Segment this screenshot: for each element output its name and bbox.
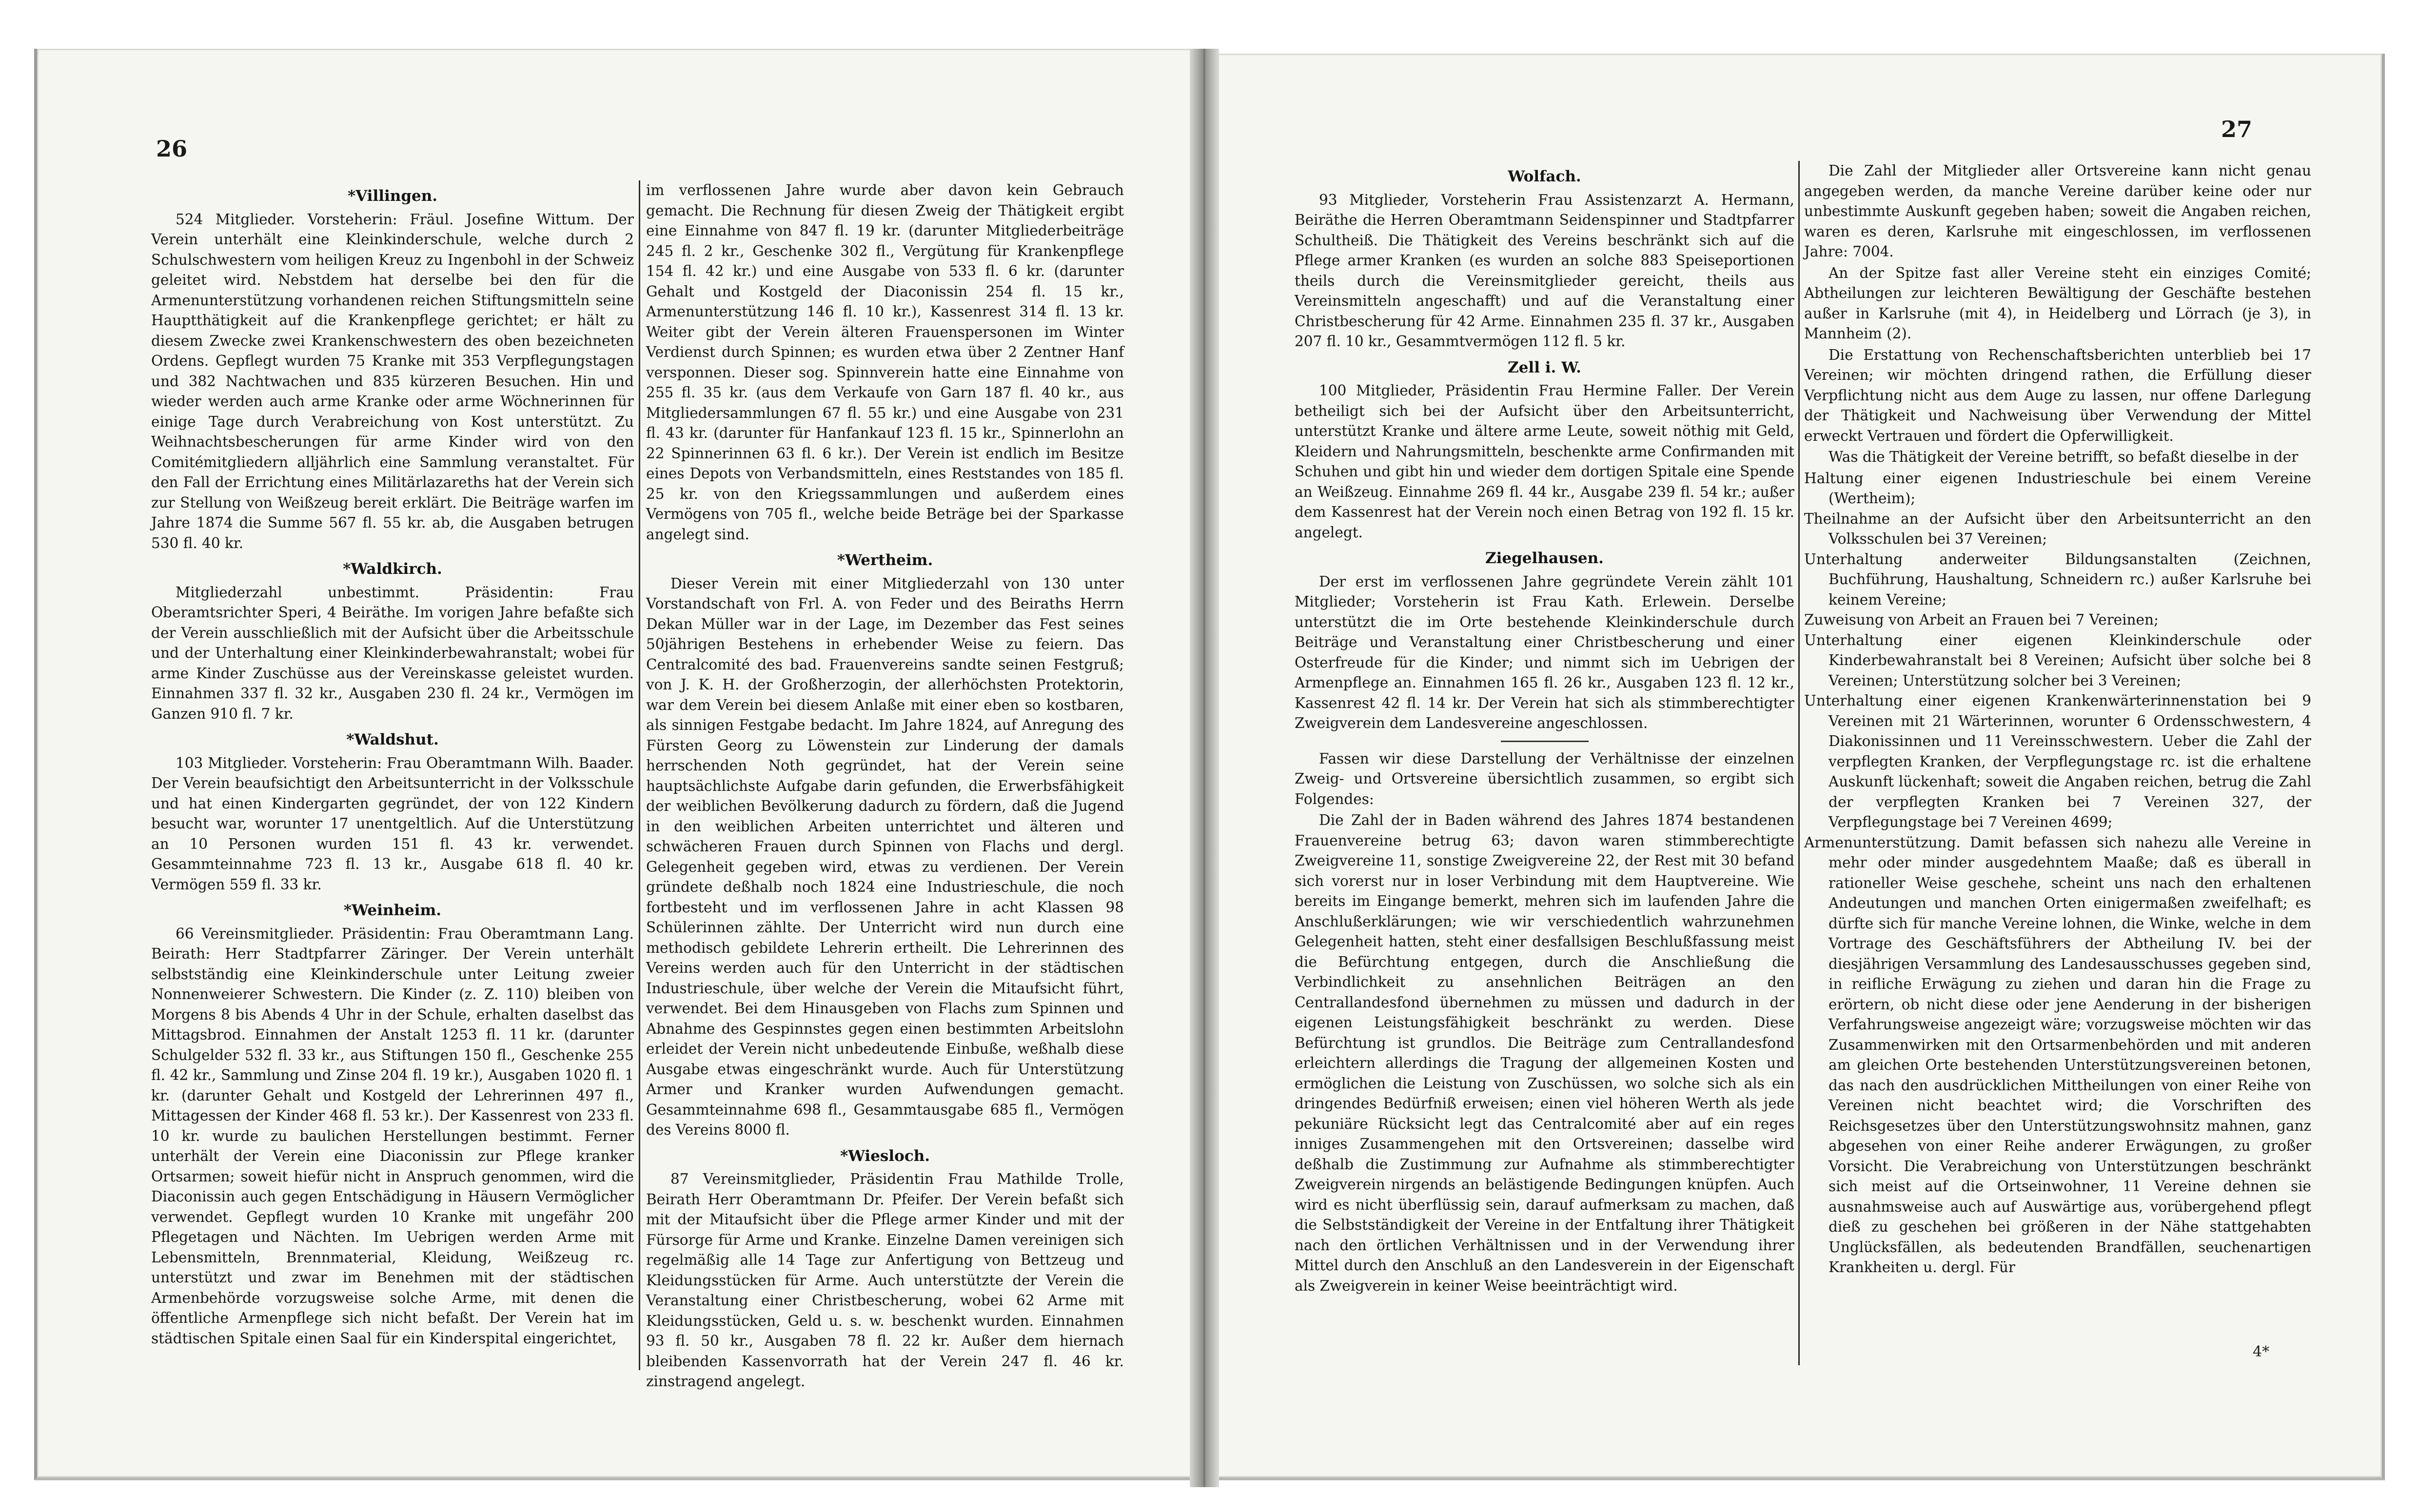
section-heading: *Waldshut. bbox=[346, 731, 439, 748]
list-item: Unterhaltung einer eigenen Krankenwärterinnenstation bei 9 Vereinen mit 21 Wärterinnen, worunter 6 Ordensschwestern, 4 Diakonissinnen und 11 Vereinsschwestern. Ueber die Zahl der verpflegten Kranken, der Verpflegungstage rc. ist die erhaltene Auskunft lückenhaft; soweit die Angaben reichen, betrug die Zahl der verpflegten Kranken bei 7 Vereinen 327, der Verpflegungstage bei 7 Vereinen 4699; bbox=[1804, 692, 2311, 830]
paragraph: Fassen wir diese Darstellung der Verhältnisse der einzelnen Zweig- und Ortsvereine übersichtlich zusammen, so ergibt sich Folgendes: bbox=[1295, 750, 1794, 807]
paragraph: Die Zahl der Mitglieder aller Ortsvereine kann nicht genau angegeben werden, da manche Vereine darüber keine oder nur unbestimmte Auskunft gegeben haben; soweit die Angaben reichen, waren es deren, Karlsruhe mit eingeschlossen, im verflossenen Jahre: 7004. bbox=[1804, 162, 2311, 260]
section-heading: Wolfach. bbox=[1508, 168, 1581, 185]
page-number-right: 27 bbox=[2221, 116, 2253, 142]
list-item: Armenunterstützung. Damit befassen sich nahezu alle Vereine in mehr oder minder ausgedehntem Maaße; daß es überall in rationeller Weise geschehe, scheint uns nach den erhaltenen Andeutungen und manchen Orten einigermaßen zweifelhaft; es dürfte sich für manche Vereine lohnen, die Winke, welche in dem Vortrage des Geschäftsführers der Abtheilung IV. bei der diesjährigen Versammlung des Landesausschusses gegeben sind, in reifliche Erwägung zu ziehen und daran hin die Frage zu erörtern, ob nicht diese oder jene Aenderung in der bisherigen Verfahrungsweise angezeigt wäre; vorzugsweise möchten wir das Zusammenwirken mit den Ortsarmenbehörden und mit anderen am gleichen Orte bestehenden Unterstützungsvereinen betonen, das nach den ausdrücklichen Mittheilungen von einer Reihe von Vereinen nicht beachtet wird; die Vorschriften des Reichsgesetzes über den Unterstützungswohnsitz mahnen, ganz abgesehen von einer Reihe anderer Erwägungen, zu großer Vorsicht. Die Verabreichung von Unterstützungen beschränkt sich meist auf die Ortseinwohner, 11 Vereine dehnen sie ausnahmsweise auch auf Auswärtige aus, vorübergehend pflegt dieß zu geschehen bei größeren in der Nähe stattgehabten Unglücksfällen, als bedeutenden Brandfällen, seuchenartigen Krankheiten u. dergl. Für bbox=[1804, 834, 2311, 1276]
paragraph: 524 Mitglieder. Vorsteherin: Fräul. Josefine Wittum. Der Verein unterhält eine Kleinkinderschule, welche durch 2 Schulschwestern vom heiligen Kreuz zu Ingenbohl in der Schweiz geleitet wird. Nebstdem hat derselbe bei den für die Armenunterstützung vorhandenen reichen Stiftungsmitteln seine Hauptthätigkeit auf die Krankenpflege gerichtet; er hält zu diesem Zwecke zwei Krankenschwestern des oben bezeichneten Ordens. Gepflegt wurden 75 Kranke mit 353 Verpflegungstagen und 382 Nachtwachen und 835 kürzeren Besuchen. Hin und wieder werden auch arme Kranke oder arme Wöchnerinnen für einige Tage durch Verabreichung von Kost unterstützt. Zu Weihnachtsbescherungen für arme Kinder wird von den Comitémitgliedern alljährlich eine Sammlung veranstaltet. Für den Fall der Errichtung eines Militärlazareths hat der Verein sich zur Stellung von Weißzeug bereit erklärt. Die Beiträge warfen im Jahre 1874 die Summe 567 fl. 55 kr. ab, die Ausgaben betrugen 530 fl. 40 kr. bbox=[151, 211, 634, 551]
text-column-2 bbox=[646, 180, 1124, 1390]
section-heading: *Wiesloch. bbox=[840, 1147, 930, 1165]
list-item: Zuweisung von Arbeit an Frauen bei 7 Vereinen; bbox=[1804, 611, 2159, 628]
list-item: Unterhaltung einer eigenen Kleinkinderschule oder Kinderbewahranstalt bei 8 Vereinen; Aufsicht über solche bei 8 Vereinen; Unterstützung solcher bei 3 Vereinen; bbox=[1804, 631, 2311, 689]
activity-list bbox=[1804, 469, 2311, 1278]
section-heading: *Waldkirch. bbox=[343, 560, 442, 578]
signature-mark: 4* bbox=[2253, 1343, 2270, 1360]
paragraph: 103 Mitglieder. Vorsteherin: Frau Oberamtmann Wilh. Baader. Der Verein beaufsichtigt den Arbeitsunterricht in der Volksschule und hat einen Kindergarten gegründet, der von 122 Kindern besucht war, worunter 17 unentgeltlich. Auf die Unterstützung an 10 Personen wurden 151 fl. 43 kr. verwendet. Gesammteinnahme 723 fl. 13 kr., Ausgabe 618 fl. 40 kr. Vermögen 559 fl. 33 kr. bbox=[151, 754, 634, 893]
text-column-4 bbox=[1804, 161, 2311, 1351]
section-heading: *Villingen. bbox=[347, 187, 438, 205]
paragraph: Der erst im verflossenen Jahre gegründete Verein zählt 101 Mitglieder; Vorsteherin ist Frau Kath. Erlewein. Derselbe unterstützt die im Orte bestehende Kleinkinderschule durch Beiträge und Veranstaltung einer Christbescherung und einer Osterfreude für die Kinder; und nimmt sich im Uebrigen der Armenpflege an. Einnahmen 165 fl. 26 kr., Ausgaben 123 fl. 12 kr., Kassenrest 42 fl. 14 kr. Der Verein hat sich als stimmberechtigter Zweigverein dem Landesvereine angeschlossen. bbox=[1295, 573, 1794, 731]
text-column-1 bbox=[151, 180, 634, 1370]
paragraph: Mitgliederzahl unbestimmt. Präsidentin: Frau Oberamtsrichter Speri, 4 Beiräthe. Im vorigen Jahre befaßte sich der Verein ausschließlich mit der Aufsicht über die Arbeitsschule und der Unterhaltung einer Kleinkinderbewahranstalt; wobei für arme Kinder Zuschüsse aus der Vereinskasse geleistet wurden. Einnahmen 337 fl. 32 kr., Ausgaben 230 fl. 24 kr., Vermögen im Ganzen 910 fl. 7 kr. bbox=[151, 584, 634, 722]
paragraph: 93 Mitglieder, Vorsteherin Frau Assistenzarzt A. Hermann, Beiräthe die Herren Oberamtmann Seidenspinner und Stadtpfarrer Schultheiß. Die Thätigkeit des Vereins beschränkt sich auf die Pflege armer Kranken (es wurden an solche 883 Speiseportionen theils durch die Vereinsmitglieder gereicht, theils aus Vereinsmitteln angeschafft) und auf die Veranstaltung einer Christbescherung für 42 Arme. Einnahmen 235 fl. 37 kr., Ausgaben 207 fl. 10 kr., Gesammtvermögen 112 fl. 5 kr. bbox=[1295, 191, 1794, 350]
paragraph: Was die Thätigkeit der Vereine betrifft, so befaßt dieselbe in der bbox=[1829, 449, 2299, 465]
paragraph: 66 Vereinsmitglieder. Präsidentin: Frau Oberamtmann Lang. Beirath: Herr Stadtpfarrer Zäringer. Der Verein unterhält selbstständig eine Kleinkinderschule unter Leitung zweier Nonnenweierer Schwestern. Die Kinder (z. Z. 110) bleiben von Morgens 8 bis Abends 4 Uhr in der Schule, erhalten daselbst das Mittagsbrod. Einnahmen der Anstalt 1253 fl. 11 kr. (darunter Schulgelder 532 fl. 33 kr., aus Stiftungen 150 fl., Geschenke 255 fl. 42 kr., Sammlung und Zinse 204 fl. 19 kr.), Ausgaben 1020 fl. 1 kr. (darunter Gehalt und Kostgeld der Lehrerinnen 497 fl., Mittagessen der Kinder 468 fl. 53 kr.). Der Kassenrest von 233 fl. 10 kr. wurde zu baulichen Herstellungen bestimmt. Ferner unterhält der Verein eine Diaconissin zur Pflege kranker Ortsarmen; soweit hiefür nicht in Anspruch genommen, wird die Diaconissin auch gegen Entschädigung in Häusern Vermöglicher verwendet. Gepflegt wurden 10 Kranke mit ungefähr 200 Pflegetagen und Nächten. Im Uebrigen werden Arme mit Lebensmitteln, Brennmaterial, Kleidung, Weißzeug rc. unterstützt und zwar im Benehmen mit der städtischen Armenbehörde vorzugsweise solche Arme, mit denen die öffentliche Armenpflege sich nicht befaßt. Der Verein hat im städtischen Spitale einen Saal für ein Kinderspital eingerichtet, bbox=[151, 925, 634, 1347]
list-item: Unterhaltung anderweiter Bildungsanstalten (Zeichnen, Buchführung, Haushaltung, Schneidern rc.) außer Karlsruhe bei keinem Vereine; bbox=[1804, 550, 2311, 608]
list-item: Theilnahme an der Aufsicht über den Arbeitsunterricht an den Volksschulen bei 37 Vereinen; bbox=[1804, 510, 2311, 547]
paragraph: Die Erstattung von Rechenschaftsberichten unterblieb bei 17 Vereinen; wir möchten dringend rathen, die Erfüllung dieser Verpflichtung nicht aus dem Auge zu lassen, nur offene Darlegung der Thätigkeit und Nachweisung über Verwendung der Mittel erweckt Vertrauen und fördert die Opferwilligkeit. bbox=[1804, 346, 2311, 444]
section-heading: Zell i. W. bbox=[1508, 358, 1581, 376]
text-column-3 bbox=[1295, 161, 1794, 1351]
book-gutter bbox=[1190, 49, 1219, 1487]
paragraph: 87 Vereinsmitglieder, Präsidentin Frau Mathilde Trolle, Beirath Herr Oberamtmann Dr. Pfeifer. Der Verein befaßt sich mit der Mitaufsicht über die Pflege armer Kinder und mit der Fürsorge für Arme und Kranke. Einzelne Damen vereinigen sich regelmäßig alle 14 Tage zur Anfertigung von Bettzeug und Kleidungsstücken für Arme. Auch unterstützte der Verein die Veranstaltung einer Christbescherung, wobei 62 Arme mit Kleidungsstücken, Geld u. s. w. beschenkt wurden. Einnahmen 93 fl. 50 kr., Ausgaben 78 fl. 22 kr. Außer dem hiernach bleibenden Kassenvorrath hat der Verein 247 fl. 46 kr. zinstragend angelegt. bbox=[646, 1171, 1124, 1390]
list-item: Haltung einer eigenen Industrieschule bei einem Vereine (Wertheim); bbox=[1804, 470, 2311, 507]
paragraph: 100 Mitglieder, Präsidentin Frau Hermine Faller. Der Verein betheiligt sich bei der Aufsicht über den Arbeitsunterricht, unterstützt Kranke und ältere arme Leute, soweit nöthig mit Geld, Kleidern und Nahrungsmitteln, beschenkte arme Confirmanden mit Schuhen und gibt hin und wieder dem dortigen Spitale eine Spende an Weißzeug. Einnahme 269 fl. 44 kr., Ausgabe 239 fl. 54 kr.; außer dem Kassenrest hat der Verein noch einen Betrag von 192 fl. 15 kr. angelegt. bbox=[1295, 382, 1794, 541]
continued-paragraph: im verflossenen Jahre wurde aber davon kein Gebrauch gemacht. Die Rechnung für diesen Zweig der Thätigkeit ergibt eine Einnahme von 847 fl. 19 kr. (darunter Mitgliederbeiträge 245 fl. 2 kr., Geschenke 302 fl., Vergütung für Krankenpflege 154 fl. 42 kr.) und eine Ausgabe von 533 fl. 6 kr. (darunter Gehalt und Kostgeld der Diaconissin 254 fl. 15 kr., Armenunterstützung 146 fl. 10 kr.), Kassenrest 314 fl. 13 kr. Weiter gibt der Verein älteren Frauenspersonen im Winter Verdienst durch Spinnen; es wurden etwa über 2 Zentner Hanf versponnen. Dieser sog. Spinnverein hatte eine Einnahme von 255 fl. 35 kr. (aus dem Verkaufe von Garn 187 fl. 40 kr., aus Mitgliedersammlungen 67 fl. 55 kr.) und eine Ausgabe von 231 fl. 43 kr. (darunter für Hanfankauf 123 fl. 15 kr., Spinnerlohn an 22 Spinnerinnen 63 fl. 6 kr.). Der Verein ist endlich im Besitze eines Depots von Verbandsmitteln, eines Reststandes von 185 fl. 25 kr. von den Kriegssammlungen und außerdem eines Vermögens von 705 fl., welche beide Beträge bei der Sparkasse angelegt sind. bbox=[646, 182, 1124, 543]
section-heading: *Weinheim. bbox=[343, 902, 442, 919]
paragraph: Die Zahl der in Baden während des Jahres 1874 bestandenen Frauenvereine betrug 63; davon waren stimmberechtigte Zweigvereine 11, sonstige Zweigvereine 22, der Rest mit 30 befand sich vorerst nur in loser Verbindung mit dem Hauptvereine. Wie bereits im Eingange bemerkt, mehren sich im laufenden Jahre die Anschlußerklärungen; wie wir verschiedentlich wahrzunehmen Gelegenheit hatten, steht einer desfallsigen Beschlußfassung meist die Befürchtung entgegen, durch die Anschließung die Verbindlichkeit zu ansehnlichen Beiträgen an den Centrallandesfond übernehmen zu müssen und dadurch in der eigenen Leistungsfähigkeit beschränkt zu werden. Diese Befürchtung ist grundlos. Die Beiträge zum Centrallandesfond erleichtern allerdings die Tragung der allgemeinen Kosten und ermöglichen die Leistung von Zuschüssen, wo solche sich als ein dringendes Bedürfniß erweisen; einen viel höheren Werth als jede pekuniäre Rücksicht legt das Centralcomité aber auf ein reges inniges Zusammengehen mit den Ortsvereinen; dasselbe wird deßhalb die Zustimmung zur Aufnahme als stimmberechtigter Zweigverein nirgends an belästigende Bedingungen knüpfen. Auch wird es nicht überflüssig sein, darauf aufmerksam zu machen, daß die Selbstständigkeit der Vereine in der Entfaltung ihrer Thätigkeit nach den örtlichen Verhältnissen und in der Verwendung ihrer Mittel durch den Anschluß an den Landesverein in der Eigenschaft als Zweigverein in keiner Weise beeinträchtigt wird. bbox=[1295, 812, 1794, 1294]
column-rule-right bbox=[1798, 161, 1800, 1365]
section-heading: Ziegelhausen. bbox=[1485, 550, 1604, 567]
section-separator bbox=[1501, 741, 1589, 742]
page-number-left: 26 bbox=[156, 136, 188, 162]
column-rule-left bbox=[639, 180, 640, 1370]
paragraph: Dieser Verein mit einer Mitgliederzahl von 130 unter Vorstandschaft von Frl. A. von Feder und des Beiraths Herrn Dekan Müller war in der Lage, im Dezember das Fest seines 50jährigen Bestehens in erhebender Weise zu feiern. Das Centralcomité des bad. Frauenvereins sandte seinen Festgruß; von J. K. H. der Großherzogin, der allerhöchsten Protektorin, war dem Verein bei diesem Anlaße mit einer eben so kostbaren, als sinnigen Festgabe bedacht. Im Jahre 1824, auf Anregung des Fürsten Georg zu Löwenstein zur Linderung der damals herrschenden Noth gegründet, hat der Verein seine hauptsächlichste Aufgabe darin gefunden, die Erwerbsfähigkeit der weiblichen Bevölkerung dadurch zu fördern, daß die Jugend in den weiblichen Arbeiten unterrichtet und älteren und schwächeren Frauen durch Spinnen von Flachs und dergl. Gelegenheit gegeben wird, etwas zu verdienen. Der Verein gründete deßhalb noch 1824 eine Industrieschule, die noch fortbesteht und im verflossenen Jahre in acht Klassen 98 Schülerinnen zählte. Der Unterricht wird nun durch eine methodisch gebildete Lehrerin ertheilt. Die Lehrerinnen des Vereins werden auch für den Unterricht in der städtischen Industrieschule, über welche der Verein die Mitaufsicht führt, verwendet. Bei dem Hinausgeben von Flachs zum Spinnen und Abnahme des Gespinnstes gegen einen bestimmten Arbeitslohn erleidet der Verein nicht unbedeutende Einbuße, weßhalb diese Ausgabe etwas eingeschränkt wurde. Auch für Unterstützung Armer und Kranker wurden Aufwendungen gemacht. Gesammteinnahme 698 fl., Gesammtausgabe 685 fl., Vermögen des Vereins 8000 fl. bbox=[646, 575, 1124, 1138]
paragraph: An der Spitze fast aller Vereine steht ein einziges Comité; Abtheilungen zur leichteren Bewältigung der Geschäfte bestehen außer in Karlsruhe (mit 4), in Heidelberg und Lörrach (je 3), in Mannheim (2). bbox=[1804, 264, 2311, 342]
section-heading: *Wertheim. bbox=[837, 551, 933, 569]
